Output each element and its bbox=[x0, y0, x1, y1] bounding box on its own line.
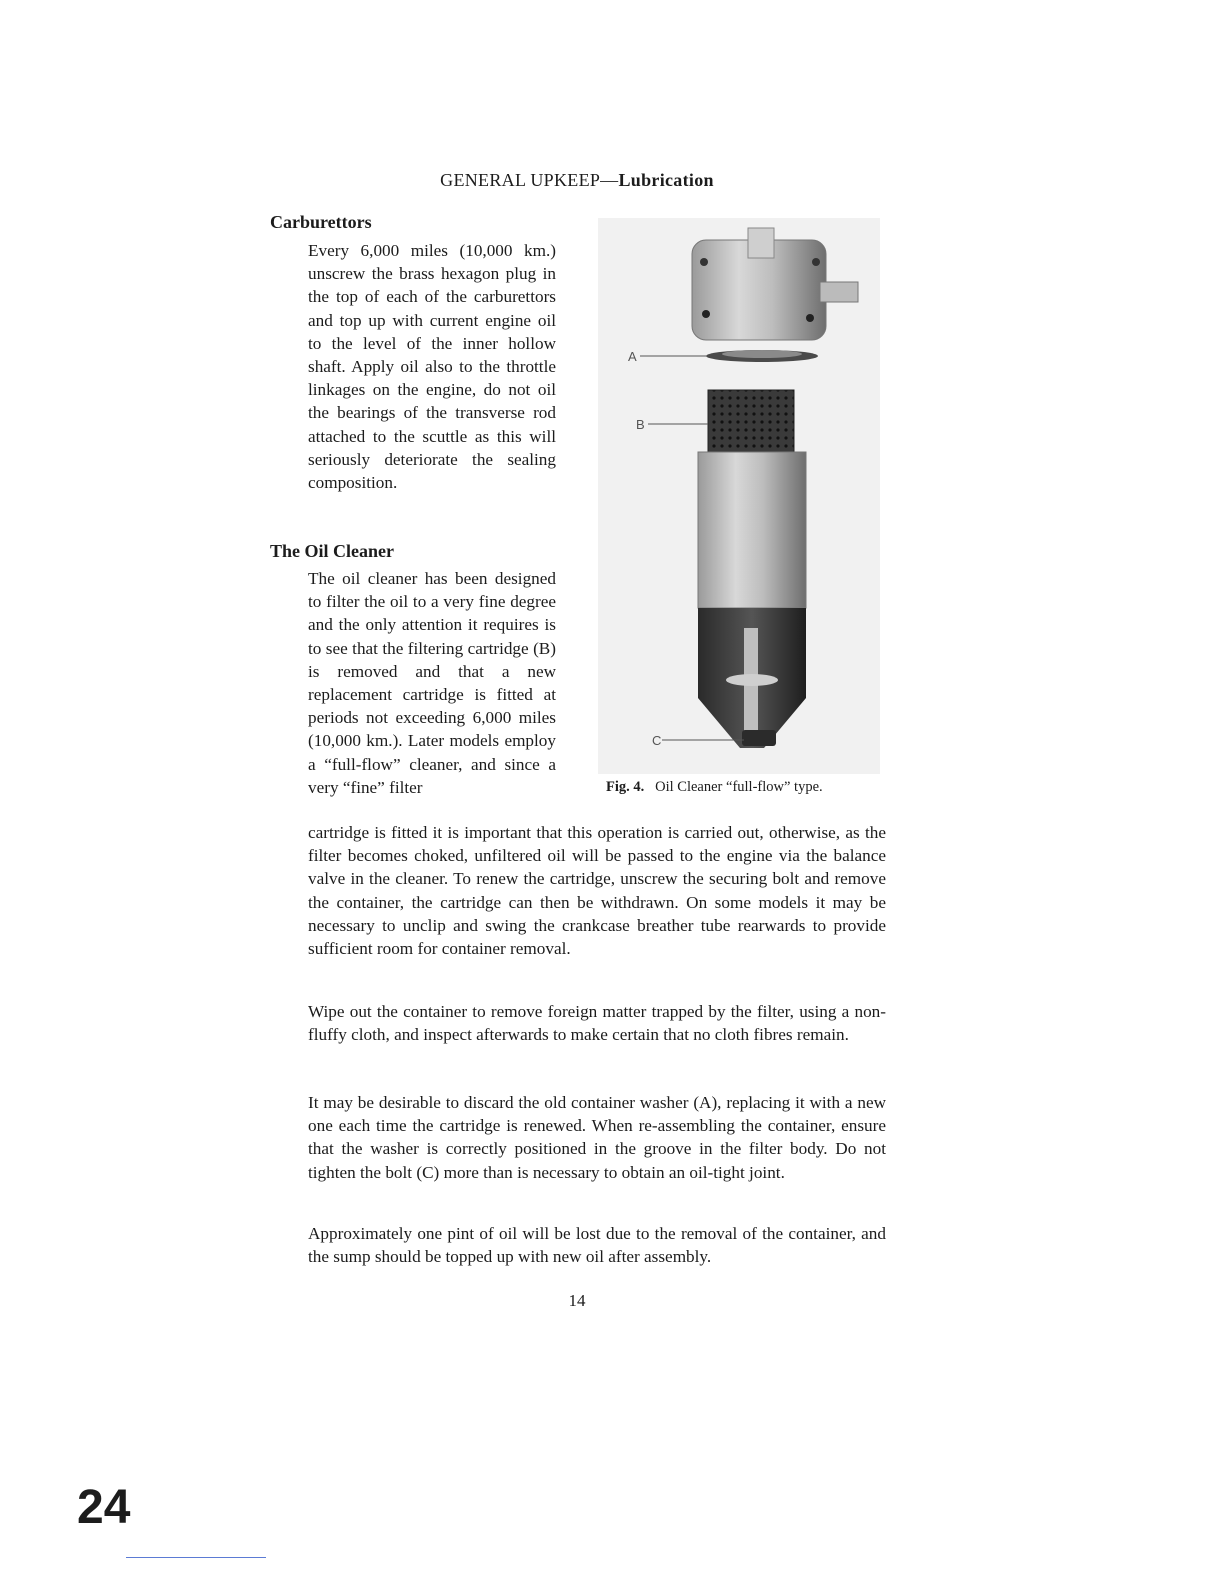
figure-caption-text: Oil Cleaner “full-flow” type. bbox=[655, 779, 823, 795]
figure-label-c: C bbox=[652, 733, 662, 748]
heading-carburettors: Carburettors bbox=[270, 212, 372, 232]
header-section: GENERAL UPKEEP— bbox=[440, 170, 619, 190]
bottom-rule bbox=[126, 1557, 266, 1558]
oil-cleaner-figure bbox=[598, 218, 880, 774]
container-washer bbox=[706, 350, 818, 362]
header-subsection: Lubrication bbox=[618, 170, 714, 190]
figure-label-b: B bbox=[636, 417, 645, 432]
oil-cleaner-paragraph-5: Approximately one pint of oil will be lost due to the removal of the container, and the sump should be topped up with new oil after assembly. bbox=[308, 1224, 886, 1267]
figure-caption bbox=[606, 779, 823, 796]
carburettors-paragraph: Every 6,000 miles (10,000 km.) unscrew the brass hexagon plug in the top of each of the carburettors and top up with current engine oil to the level of the inner hollow shaft. Apply oil also to the throttle linkages on the engine, do not oil the bearings of the transverse rod attached to the scuttle as this will seriously deteriorate the sealing composition. bbox=[308, 241, 556, 493]
filter-container bbox=[698, 452, 806, 748]
figure-label-a: A bbox=[628, 349, 637, 364]
sheet-number: 24 bbox=[77, 1481, 131, 1534]
figure-number: Fig. 4. bbox=[606, 779, 645, 795]
oil-cleaner-paragraph-3: Wipe out the container to remove foreign matter trapped by the filter, using a non-fluffy cloth, and inspect afterwards to make certain that no cloth fibres remain. bbox=[308, 1002, 886, 1045]
running-header bbox=[0, 170, 1154, 191]
oil-cleaner-illustration bbox=[598, 218, 880, 774]
oil-cleaner-paragraph-1: The oil cleaner has been designed to filter the oil to a very fine degree and the only attention it requires is to see that the filtering cartridge (B) is removed and that a new replacement cartridge is fitted at periods not exceeding 6,000 miles (10,000 km.). Later models employ a “full-flow” cleaner, and since a very “fine” filter bbox=[308, 569, 556, 797]
heading-oil-cleaner: The Oil Cleaner bbox=[270, 541, 394, 561]
page-number: 14 bbox=[568, 1291, 586, 1310]
oil-cleaner-paragraph-2: cartridge is fitted it is important that this operation is carried out, otherwise, as the filter becomes choked, unfiltered oil will be passed to the engine via the balance valve in the cleaner. To renew the cartridge, unscrew the securing bolt and remove the container, the cartridge can then be withdrawn. On some models it may be necessary to unclip and swing the crankcase breather tube rearwards to provide sufficient room for container removal. bbox=[308, 823, 886, 959]
securing-bolt bbox=[742, 730, 776, 746]
filter-cartridge bbox=[708, 390, 794, 454]
filter-head bbox=[692, 228, 858, 340]
oil-cleaner-paragraph-4: It may be desirable to discard the old container washer (A), replacing it with a new one each time the cartridge is renewed. When re-assembling the container, ensure that the washer is correctly positioned in the groove in the filter body. Do not tighten the bolt (C) more than is necessary to obtain an oil-tight joint. bbox=[308, 1093, 886, 1182]
